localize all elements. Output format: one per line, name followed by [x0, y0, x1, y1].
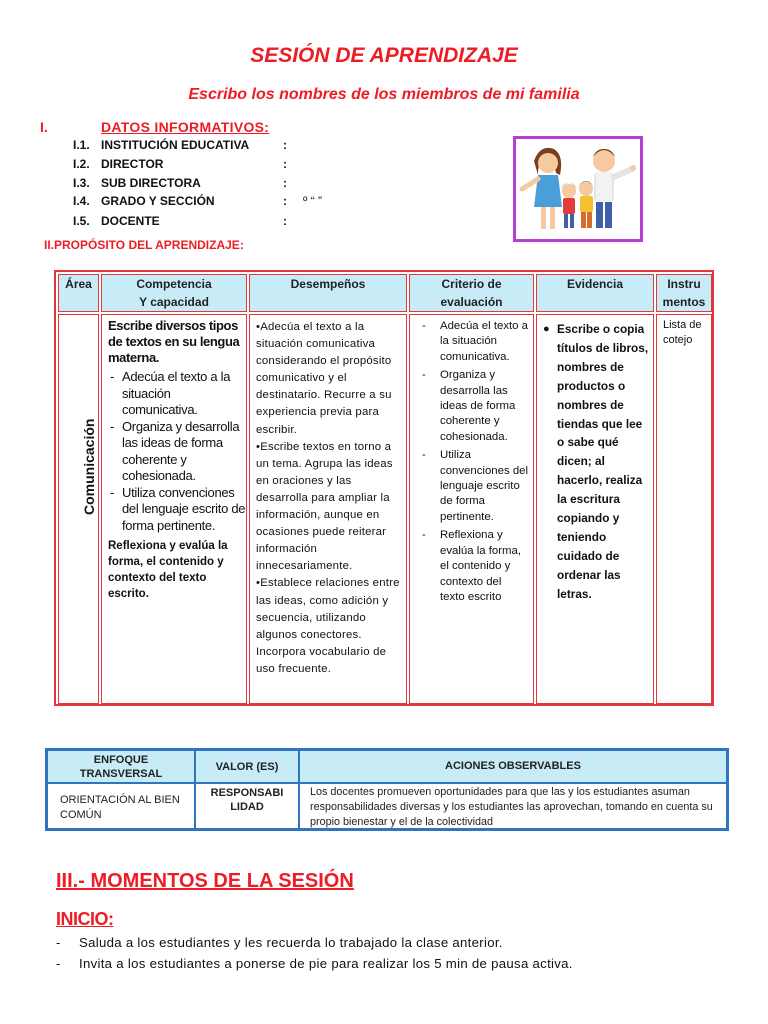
header-competencia: [101, 274, 247, 312]
enfoque-value: ORIENTACIÓN AL BIEN COMÚN: [60, 794, 180, 821]
cell-area: [58, 314, 99, 704]
list-item: - Adecúa el texto a la situación comunicativa.: [420, 319, 529, 365]
desempeno-item: •Adecúa el texto a la situación comunicativa considerando el propósito comunicativo y el destinatario. Recurre a su experiencia previa para escribir.: [256, 321, 392, 436]
cell-valor-value: [195, 783, 299, 829]
header-evidencia: [536, 274, 654, 312]
list-item: - Utiliza convenciones del lenguaje escrito de forma pertinente.: [108, 485, 246, 535]
header-valor-label: VALOR (ES): [215, 761, 279, 773]
header-acciones-label: ACIONES OBSERVABLES: [445, 760, 581, 772]
info-row-institucion: [73, 138, 373, 156]
competencia-title: Escribe diversos tipos de textos en su lengua materna.: [108, 318, 240, 365]
header-instrumentos-line1: Instru: [667, 277, 701, 291]
info-row-subdirectora: [73, 176, 373, 194]
cell-desempenos: [249, 314, 407, 704]
header-instrumentos: [656, 274, 712, 312]
section-1-title: DATOS INFORMATIVOS:: [101, 119, 270, 135]
list-item: - Adecúa el texto a la situación comunicativa.: [108, 369, 246, 419]
header-enfoque: [47, 750, 195, 783]
bullet-icon: ●: [543, 323, 550, 335]
header-competencia-line1: Competencia: [136, 277, 212, 291]
desempeno-item: •Establece relaciones entre las ideas, como adición y secuencia, utilizando algunos conectores. Incorpora vocabulario de uso frecuente.: [256, 577, 400, 675]
capacidades-list: [102, 369, 246, 534]
criterios-list: [410, 315, 533, 605]
info-colon: :: [283, 176, 287, 190]
inicio-item-text: Invita a los estudiantes a ponerse de pie para realizar los 5 min de pausa activa.: [79, 956, 573, 971]
dash-icon: -: [56, 935, 61, 950]
enfoque-table: [45, 748, 729, 831]
cell-evidencia: [536, 314, 654, 704]
dash-icon: -: [56, 956, 61, 971]
header-criterio-line2: evaluación: [440, 295, 503, 309]
info-colon: :: [283, 138, 287, 152]
info-label: GRADO Y SECCIÓN: [101, 194, 215, 208]
info-row-director: [73, 157, 373, 175]
info-num: I.3.: [73, 176, 90, 190]
valor-line1: RESPONSABI: [210, 787, 284, 799]
header-enfoque-line2: TRANSVERSAL: [79, 768, 163, 780]
info-colon: :: [283, 157, 287, 171]
info-num: I.5.: [73, 214, 90, 228]
page-title: SESIÓN DE APRENDIZAJE: [250, 44, 518, 67]
info-num: I.4.: [73, 194, 90, 208]
family-illustration-icon: [516, 139, 640, 239]
list-item: - Organiza y desarrolla las ideas de forma coherente y cohesionada.: [108, 419, 246, 485]
header-evidencia-label: Evidencia: [566, 277, 624, 291]
list-item: - Utiliza convenciones del lenguaje escrito de forma pertinente.: [420, 448, 529, 525]
header-instrumentos-line2: mentos: [662, 295, 706, 309]
info-label: DOCENTE: [101, 214, 160, 228]
info-num: I.1.: [73, 138, 90, 152]
header-criterio: [409, 274, 534, 312]
purpose-table: [54, 270, 714, 706]
evidencia-content: [537, 315, 653, 604]
cell-competencia: [101, 314, 247, 704]
desempeno-item: •Escribe textos en torno a un tema. Agrupa las ideas en oraciones y las desarrolla para ampliar la información, aunque en ocasiones puede reiterar información innecesariamente.: [256, 440, 393, 573]
header-area-label: Área: [65, 277, 92, 291]
list-item: - Organiza y desarrolla las ideas de forma coherente y cohesionada.: [420, 368, 529, 445]
cell-acciones-value: [299, 783, 727, 829]
info-label: SUB DIRECTORA: [101, 176, 201, 190]
list-item: - Reflexiona y evalúa la forma, el contenido y contexto del texto escrito: [420, 528, 529, 605]
section-1-number: I.: [40, 119, 48, 135]
inicio-item-text: Saluda a los estudiantes y les recuerda lo trabajado la clase anterior.: [79, 935, 503, 950]
inicio-heading: INICIO:: [56, 909, 114, 929]
info-label: INSTITUCIÓN EDUCATIVA: [101, 138, 250, 152]
cell-enfoque-value: [47, 783, 195, 829]
info-row-docente: [73, 214, 373, 232]
session-subtitle: Escribo los nombres de los miembros de mi familia: [188, 86, 580, 103]
desempenos-text: [250, 315, 406, 678]
section-3-title: III.- MOMENTOS DE LA SESIÓN: [56, 870, 354, 892]
section-2-title: II.PROPÓSITO DEL APRENDIZAJE:: [44, 238, 244, 252]
instrumento-text: Lista de cotejo: [663, 319, 702, 346]
header-desempenos: [249, 274, 407, 312]
header-enfoque-line1: ENFOQUE: [93, 754, 149, 766]
acciones-text: Los docentes promueven oportunidades para que las y los estudiantes asuman responsabilidades diversas y los estudiantes las aprovechan, tomando en cuenta su propio bienestar y el de la colectividad: [310, 786, 713, 828]
info-row-grado: [73, 194, 373, 212]
header-desempenos-label: Desempeños: [290, 277, 366, 291]
cell-instrumentos: [656, 314, 712, 704]
header-criterio-line1: Criterio de: [441, 277, 502, 291]
info-value: º “ ”: [303, 194, 323, 208]
info-num: I.2.: [73, 157, 90, 171]
family-image: [513, 136, 643, 242]
competencia-footer: Reflexiona y evalúa la forma, el contenido y contexto del texto escrito.: [108, 540, 228, 600]
info-colon: :: [283, 194, 287, 208]
area-label-vertical: Comunicación: [81, 418, 97, 515]
header-competencia-line2: Y capacidad: [139, 295, 209, 309]
header-valor: [195, 750, 299, 783]
info-colon: :: [283, 214, 287, 228]
header-area: [58, 274, 99, 312]
cell-criterio: [409, 314, 534, 704]
info-label: DIRECTOR: [101, 157, 164, 171]
header-acciones: [299, 750, 727, 783]
valor-line2: LIDAD: [230, 801, 264, 813]
evidencia-text: Escribe o copia títulos de libros, nombres de productos o nombres de tiendas que lee o sabe qué dicen; al hacerlo, realiza la escritura copiando y teniendo cuidado de ordenar las letras.: [557, 322, 649, 601]
